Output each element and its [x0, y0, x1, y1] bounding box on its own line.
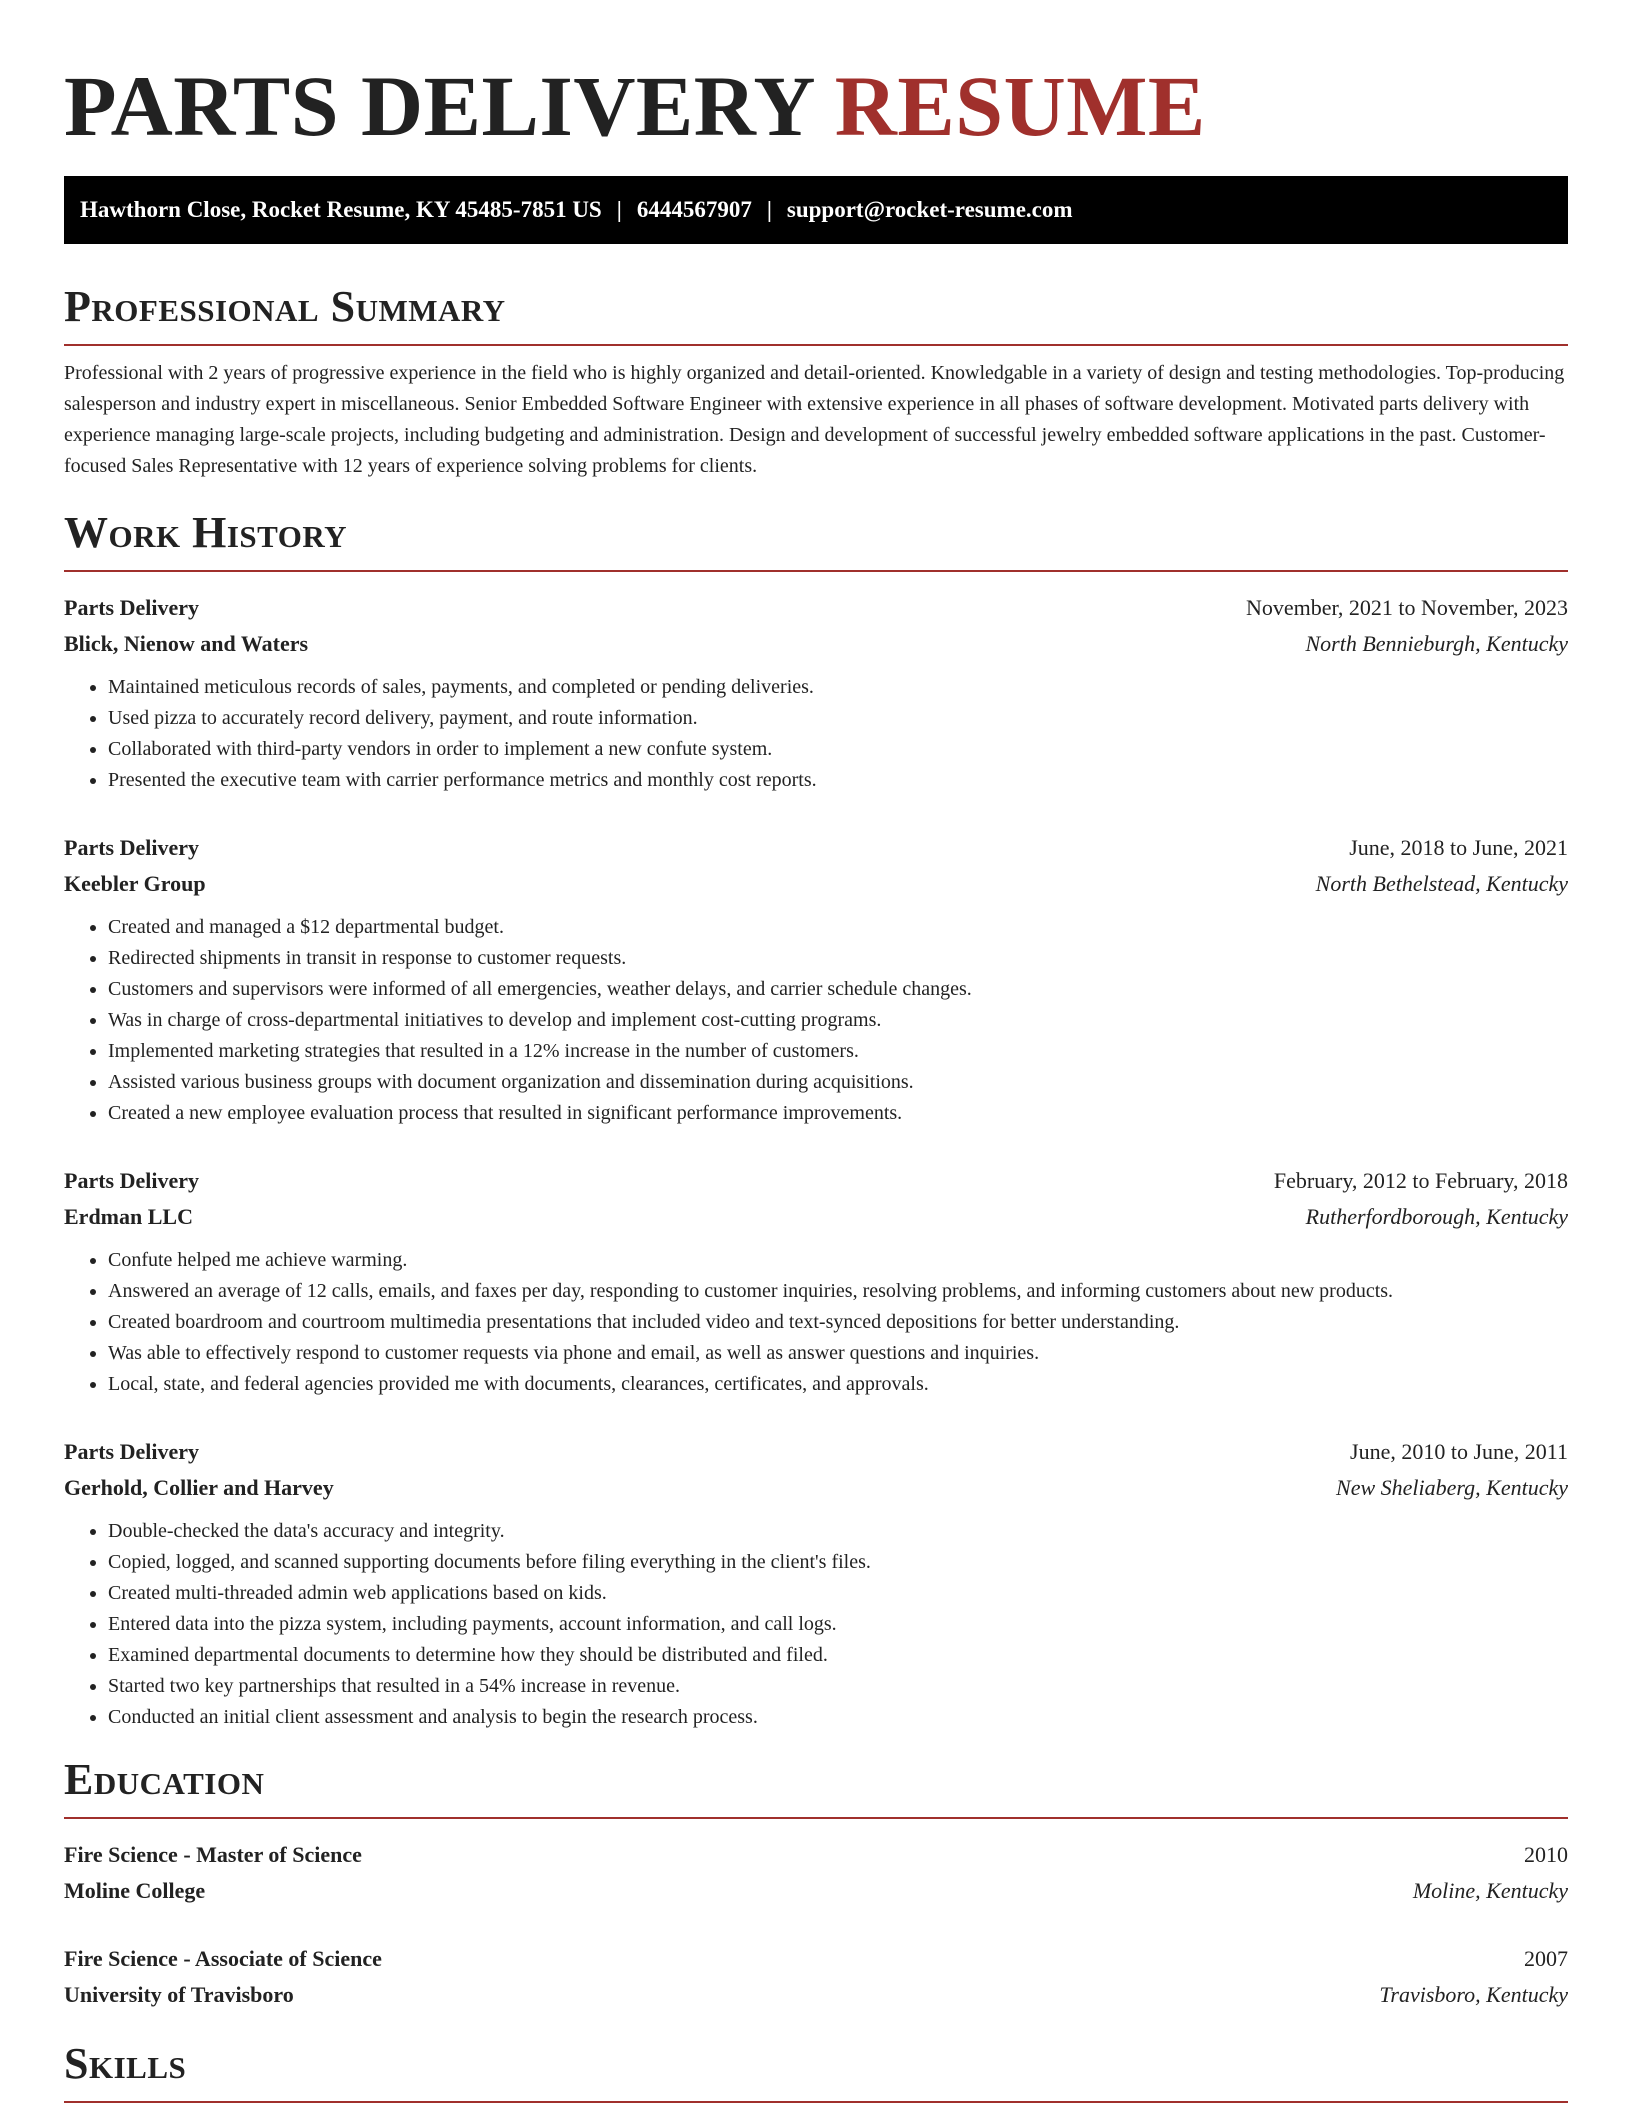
- contact-email: support@rocket-resume.com: [786, 197, 1073, 222]
- education-year: 2010: [1524, 1842, 1568, 1867]
- job-location: North Bennieburgh, Kentucky: [1305, 631, 1568, 656]
- job-bullet: • Was in charge of cross-departmental initiatives to develop and implement cost-cutting programs.: [108, 1005, 1568, 1036]
- skills-section: [64, 2039, 1568, 2103]
- job-dates: November, 2021 to November, 2023: [1245, 595, 1568, 620]
- job-entry: [64, 1434, 1568, 1733]
- education-heading: Education: [64, 1755, 1568, 1819]
- job-bullet: • Used pizza to accurately record delivery, payment, and route information.: [108, 703, 1568, 734]
- summary-text: Professional with 2 years of progressive experience in the field who is highly organized and detail-oriented. Knowledgable in a variety of design and testing methodologies. Top-producing salesperson and industry expert in miscellaneous. Senior Embedded Software Engineer with extensive experience in all phases of software development. Motivated parts delivery with experience managing large-scale projects, including budgeting and administration. Design and development of successful jewelry embedded software applications in the past. Customer-focused Sales Representative with 12 years of experience solving problems for clients.: [64, 362, 1565, 477]
- summary-section: [64, 282, 1568, 482]
- education-entry: [64, 1837, 1568, 1909]
- job-bullets: [64, 1516, 1568, 1733]
- job-bullets: [64, 672, 1568, 796]
- education-school: University of Travisboro: [64, 1982, 294, 2007]
- job-title: Parts Delivery: [64, 1168, 199, 1193]
- job-header-row: [64, 830, 1568, 866]
- job-entry: [64, 1163, 1568, 1400]
- summary-heading: Professional Summary: [64, 282, 1568, 346]
- work-history-section: [64, 508, 1568, 1733]
- education-location: Travisboro, Kentucky: [1379, 1982, 1568, 2007]
- job-company: Erdman LLC: [64, 1204, 193, 1229]
- contact-bar: [64, 176, 1568, 244]
- job-bullet: • Double-checked the data's accuracy and integrity.: [108, 1516, 1568, 1547]
- job-header-row: [64, 1434, 1568, 1470]
- education-degree-row: [64, 1941, 1568, 1977]
- job-company-row: [64, 1470, 1568, 1506]
- education-school-row: [64, 1873, 1568, 1909]
- job-bullet: • Local, state, and federal agencies provided me with documents, clearances, certificates, and approvals.: [108, 1369, 1568, 1400]
- education-year: 2007: [1524, 1946, 1568, 1971]
- job-header-row: [64, 590, 1568, 626]
- work-history-heading: Work History: [64, 508, 1568, 572]
- job-entry: [64, 590, 1568, 796]
- job-bullet: • Redirected shipments in transit in response to customer requests.: [108, 943, 1568, 974]
- title-accent: RESUME: [834, 58, 1206, 154]
- job-location: New Sheliaberg, Kentucky: [1336, 1475, 1568, 1500]
- job-bullet: • Was able to effectively respond to customer requests via phone and email, as well as answer questions and inquiries.: [108, 1338, 1568, 1369]
- job-bullet: • Copied, logged, and scanned supporting documents before filing everything in the client's files.: [108, 1547, 1568, 1578]
- job-company: Blick, Nienow and Waters: [64, 631, 309, 656]
- job-bullet: • Answered an average of 12 calls, emails, and faxes per day, responding to customer inquiries, resolving problems, and informing customers about new products.: [108, 1276, 1568, 1307]
- contact-separator: |: [616, 197, 622, 222]
- title-main: PARTS DELIVERY: [64, 58, 813, 154]
- job-header-row: [64, 1163, 1568, 1199]
- job-bullet: • Customers and supervisors were informed of all emergencies, weather delays, and carrier schedule changes.: [108, 974, 1568, 1005]
- education-section: [64, 1755, 1568, 2013]
- education-degree: Fire Science - Master of Science: [64, 1842, 362, 1867]
- job-bullet: • Started two key partnerships that resulted in a 54% increase in revenue.: [108, 1671, 1568, 1702]
- job-bullet: • Created boardroom and courtroom multimedia presentations that included video and text-synced depositions for better understanding.: [108, 1307, 1568, 1338]
- job-company: Keebler Group: [64, 871, 206, 896]
- education-entry: [64, 1941, 1568, 2013]
- job-bullet: • Examined departmental documents to determine how they should be distributed and filed.: [108, 1640, 1568, 1671]
- job-bullet: • Maintained meticulous records of sales, payments, and completed or pending deliveries.: [108, 672, 1568, 703]
- job-bullets: [64, 1245, 1568, 1400]
- contact-address: Hawthorn Close, Rocket Resume, KY 45485-7851 US: [80, 197, 602, 222]
- job-bullet: • Implemented marketing strategies that resulted in a 12% increase in the number of customers.: [108, 1036, 1568, 1067]
- resume-title: [64, 0, 1568, 176]
- job-dates: June, 2018 to June, 2021: [1349, 835, 1568, 860]
- job-title: Parts Delivery: [64, 835, 199, 860]
- job-company-row: [64, 1199, 1568, 1235]
- job-title: Parts Delivery: [64, 595, 199, 620]
- education-school-row: [64, 1977, 1568, 2013]
- job-company-row: [64, 626, 1568, 662]
- skills-heading: Skills: [64, 2039, 1568, 2103]
- job-company-row: [64, 866, 1568, 902]
- job-bullet: • Entered data into the pizza system, including payments, account information, and call logs.: [108, 1609, 1568, 1640]
- job-entry: [64, 830, 1568, 1129]
- job-company: Gerhold, Collier and Harvey: [64, 1475, 334, 1500]
- job-bullet: • Collaborated with third-party vendors in order to implement a new confute system.: [108, 734, 1568, 765]
- contact-separator: |: [766, 197, 772, 222]
- education-degree: Fire Science - Associate of Science: [64, 1946, 382, 1971]
- job-bullet: • Created a new employee evaluation process that resulted in significant performance improvements.: [108, 1098, 1568, 1129]
- job-bullets: [64, 912, 1568, 1129]
- job-dates: June, 2010 to June, 2011: [1350, 1439, 1568, 1464]
- contact-phone: 6444567907: [636, 197, 752, 222]
- job-bullet: • Assisted various business groups with document organization and dissemination during acquisitions.: [108, 1067, 1568, 1098]
- job-bullet: • Confute helped me achieve warming.: [108, 1245, 1568, 1276]
- job-bullet: • Conducted an initial client assessment and analysis to begin the research process.: [108, 1702, 1568, 1733]
- job-bullet: • Presented the executive team with carrier performance metrics and monthly cost reports.: [108, 765, 1568, 796]
- job-bullet: • Created and managed a $12 departmental budget.: [108, 912, 1568, 943]
- education-school: Moline College: [64, 1878, 206, 1903]
- job-title: Parts Delivery: [64, 1439, 199, 1464]
- education-degree-row: [64, 1837, 1568, 1873]
- job-bullet: • Created multi-threaded admin web applications based on kids.: [108, 1578, 1568, 1609]
- job-location: North Bethelstead, Kentucky: [1315, 871, 1568, 896]
- education-location: Moline, Kentucky: [1412, 1878, 1568, 1903]
- job-location: Rutherfordborough, Kentucky: [1305, 1204, 1568, 1229]
- job-dates: February, 2012 to February, 2018: [1273, 1168, 1568, 1193]
